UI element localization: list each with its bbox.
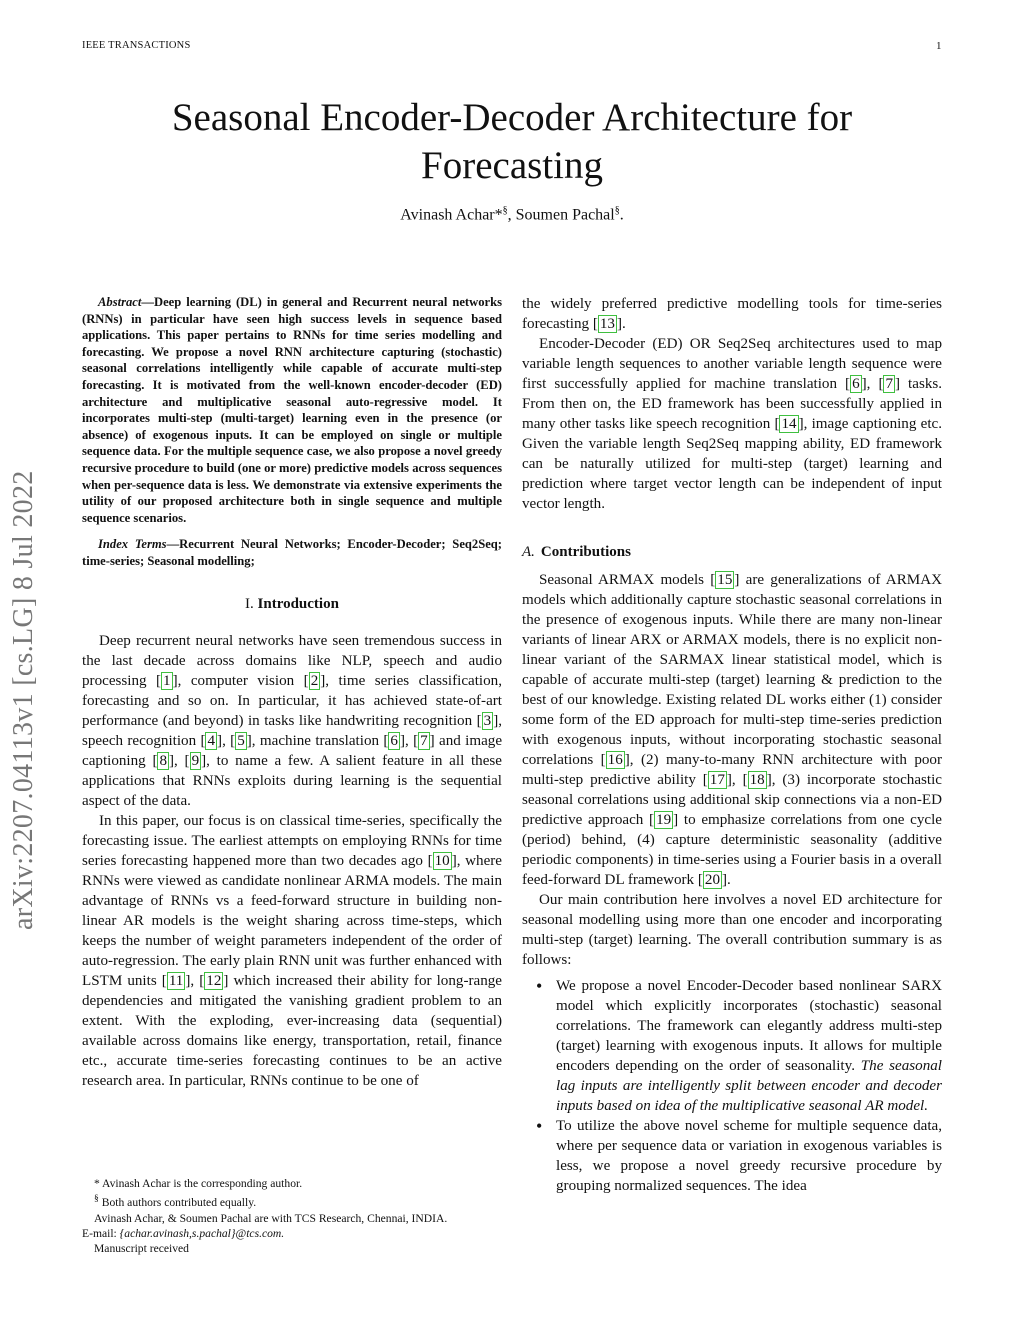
text-run: , (2) many-to-many RNN architecture with poor multi-step predictive ability: [522, 752, 942, 788]
arxiv-stamp: arXiv:2207.04113v1 [cs.LG] 8 Jul 2022: [8, 470, 39, 930]
text-run: , (3) incorporate stochastic seasonal correlations using additional skip connections via a non-ED predictive approach: [522, 772, 942, 828]
footnote-affiliation: Avinash Achar, & Soumen Pachal are with TCS Research, Chennai, INDIA.: [94, 1211, 448, 1225]
text-run: the widely preferred predictive modelling tools for time-series forecasting: [522, 296, 942, 332]
citation-link[interactable]: 3: [483, 712, 492, 729]
text-run: .: [727, 872, 731, 888]
text-run: Seasonal ARMAX models: [539, 572, 711, 588]
text-run: ,: [174, 752, 185, 769]
abstract: [82, 294, 502, 570]
text-run: Deep recurrent neural networks have seen tremendous success in the last decade across domains like NLP, speech and audio processing: [82, 632, 502, 689]
citation-link[interactable]: 20: [704, 872, 720, 888]
email-link[interactable]: {achar.avinash,s.pachal}@tcs.com.: [119, 1227, 285, 1241]
citation-link[interactable]: 7: [885, 376, 894, 392]
citation-link[interactable]: 7: [420, 732, 428, 749]
index-terms: [82, 536, 502, 569]
author-list: [82, 205, 942, 224]
text-run: ,: [404, 732, 414, 749]
citation-link[interactable]: 4: [207, 732, 216, 749]
citation-link[interactable]: 2: [310, 672, 319, 689]
author-1: Avinash Achar*: [400, 206, 503, 224]
right-paragraph-2: Encoder-Decoder (ED) OR Seq2Seq architectures used to map variable length sequences to another variable length sequence were first successfully applied for machine translation [ 6 ], [ 7 ] tasks. From then on, the ED framework has been successfully applied in many other tasks like speech recognition [ 14 ], image captioning etc. Given the variable length Seq2Seq mapping ability, ED framework can be naturally utilized for multi-step (target) learning and prediction where target vector length can be independent of input vector length.: [522, 336, 943, 512]
running-head: IEEE TRANSACTIONS: [82, 40, 191, 51]
footnote-mark: §: [94, 1193, 99, 1205]
footnote-corresponding: * Avinash Achar is the corresponding author.: [94, 1177, 303, 1190]
text-run: ,: [731, 772, 743, 788]
citation-link[interactable]: 18: [749, 772, 765, 788]
abstract-lead: Abstract: [98, 295, 142, 309]
author-1-mark: §: [502, 205, 508, 216]
footnotes: [82, 1176, 502, 1257]
right-paragraph-1: the widely preferred predictive modelling tools for time-series forecasting [ 13 ].: [522, 296, 942, 332]
citation-link[interactable]: 5: [237, 732, 245, 749]
left-column: [82, 294, 502, 1091]
footnote-equal-contribution: [82, 1191, 502, 1210]
title-line-2: Forecasting: [421, 144, 603, 187]
text-run: , computer vision: [177, 672, 304, 689]
subsection-heading-contributions: [522, 544, 942, 561]
emphasis-text: The seasonal lag inputs are intelligently split between encoder and decoder inputs based on idea of the multiplicative seasonal AR model.: [556, 1058, 942, 1114]
citation-link[interactable]: 6: [390, 732, 398, 749]
citation-link[interactable]: 12: [206, 972, 222, 989]
text-run: , machine translation: [251, 732, 384, 749]
right-paragraph-4: Our main contribution here involves a novel ED architecture for seasonal modelling using more than one encoder and incorporating multi-step (target) learning. The overall contribution summary is as follows:: [522, 892, 942, 968]
text-run: , time series classification, forecasting and so on. In particular, it has achieved state-of-art performance (and beyond) in tasks like handwriting recognition: [82, 672, 502, 729]
title-line-1: Seasonal Encoder-Decoder Architecture for: [171, 96, 853, 139]
citation-link[interactable]: 19: [656, 812, 672, 828]
text-run: Encoder-Decoder (ED) OR Seq2Seq architectures used to map variable length sequences to another variable length sequence were first successfully applied for machine translation: [522, 336, 942, 392]
citation-link[interactable]: 16: [607, 752, 623, 768]
citation-link[interactable]: 8: [159, 752, 168, 769]
abstract-text: [82, 294, 502, 526]
citation-link[interactable]: 13: [599, 316, 615, 332]
text-run: , to name a few. A salient feature in all these applications that RNNs exploits during learning is the sequential aspect of the data.: [82, 752, 503, 809]
author-separator: ,: [507, 206, 516, 224]
text-run: Both authors contributed equally.: [98, 1196, 257, 1210]
text-run: to emphasize correlations from one cycle (period) behind, (4) capture deterministic seasonality (additive periodic components) in time-series using a Fourier basis in a overall feed-forward DL framework: [522, 812, 942, 888]
author-2-mark: §: [614, 205, 620, 216]
text-run: E-mail:: [82, 1227, 120, 1241]
text-run: , speech recognition: [82, 712, 502, 749]
text-run: ,: [222, 732, 231, 749]
list-item: [556, 976, 942, 1116]
right-column: [522, 294, 942, 1196]
intro-paragraph-2: In this paper, our focus is on classical time-series, specifically the forecasting issue. The earliest attempts on employing RNNs for time series forecasting happened more than two decades ago [ 10 ], where RNNs were viewed as candidate nonlinear ARMA models. The main advantage of RNNs vs a feed-forward structure in building non-linear AR models is the weight sharing across time-steps, which keeps the number of weight parameters independent of the order of auto-regression. The early plain RNN unit was further enhanced with LSTM units [ 11 ], [ 12 ] which increased their ability for long-range dependencies and mitigated the vanishing gradient problem to an extent. With the exploding, ever-increasing data (sequential) available across domains like energy, transportation, retail, finance etc., accurate time-series forecasting continues to be an active research area. In particular, RNNs continue to be one of: [82, 812, 503, 1089]
intro-paragraph-1: Deep recurrent neural networks have seen tremendous success in the last decade across domains like NLP, speech and audio processing [ 1 ], computer vision [ 2 ], time series classification, forecasting and so on. In particular, it has achieved state-of-art performance (and beyond) in tasks like handwriting recognition [ 3 ], speech recognition [ 4 ], [ 5 ], machine translation [ 6 ], [ 7 ] and image captioning [ 8 ], [ 9 ], to name a few. A salient feature in all these applications that RNNs exploits during learning is the sequential aspect of the data.: [82, 632, 503, 809]
citation-link[interactable]: 10: [434, 852, 450, 869]
page-number: 1: [936, 40, 942, 52]
subsection-label: A.: [522, 544, 535, 560]
citation-link[interactable]: 14: [781, 416, 797, 432]
paper-title: [82, 94, 942, 190]
citation-link[interactable]: 9: [191, 752, 200, 769]
section-title: Introduction: [257, 595, 339, 612]
right-paragraph-3: Seasonal ARMAX models [ 15 ] are generalizations of ARMAX models which additionally capture stochastic seasonal correlations in the presence of exogenous inputs. While there are many non-linear variants of linear ARX or ARMAX models, there is no explicit non-linear variant of the SARMAX linear statistical model, which is capable of accurate multi-step (target) learning & prediction to the best of our knowledge. Existing related DL works either (1) consider some form of the ED approach for multi-step time-series prediction with exogenous inputs, without incorporating stochastic seasonal correlations [ 16 ], (2) many-to-many RNN architecture with poor multi-step predictive ability [ 17 ], [ 18 ], (3) incorporate stochastic seasonal correlations using additional skip connections via a non-ED predictive approach [ 19 ] to emphasize correlations from one cycle (period) behind, (4) capture deterministic seasonality (additive periodic components) in time-series using a Fourier basis in a overall feed-forward DL framework [ 20 ].: [522, 572, 942, 888]
text-run: ,: [190, 972, 200, 989]
text-run: ,: [866, 376, 879, 392]
contribution-list: [522, 976, 942, 1196]
citation-link[interactable]: 6: [852, 376, 860, 392]
text-run: In this paper, our focus is on classical time-series, specifically the forecasting issue. The earliest attempts on employing RNNs for time series forecasting happened more than two decades ago: [82, 812, 502, 869]
section-number: I.: [245, 595, 254, 612]
index-terms-body: —Recurrent Neural Networks; Encoder-Decoder; Seq2Seq; time-series; Seasonal modelling;: [82, 537, 502, 568]
author-2: Soumen Pachal: [515, 206, 615, 224]
citation-link[interactable]: 11: [168, 972, 184, 989]
text-run: .: [621, 316, 626, 332]
text-run: and image captioning: [82, 732, 503, 769]
citation-link[interactable]: 15: [717, 572, 733, 588]
index-terms-lead: Index Terms: [98, 537, 167, 552]
text-run: , where RNNs were viewed as candidate nonlinear ARMA models. The main advantage of RNNs vs a feed-forward structure in building non-linear AR models is the weight sharing across time-steps, which keeps the number of weight parameters independent of the order of auto-regression. The early plain RNN unit was further enhanced with LSTM units: [82, 852, 503, 989]
list-item: • To utilize the above novel scheme for multiple sequence data, where per sequence data or variation in exogenous variables is less, we propose a novel greedy recursive procedure by grouping normalized sequences. The idea: [556, 1116, 942, 1196]
footnote-email: [82, 1226, 502, 1241]
text-run: tasks. From then on, the ED framework has been successfully applied in many other tasks like speech recognition: [522, 376, 943, 432]
text-run: are generalizations of ARMAX models which additionally capture stochastic seasonal correlations in the presence of exogenous inputs. While there are many non-linear variants of linear ARX or ARMAX models, there is no explicit non-linear variant of the SARMAX linear statistical model, which is capable of accurate multi-step (target) learning & prediction to the best of our knowledge. Existing related DL works either (1) consider some form of the ED approach for multi-step time-series prediction with exogenous inputs, without incorporating stochastic seasonal correlations: [522, 572, 942, 768]
text-run: We propose a novel Encoder-Decoder based nonlinear SARX model which explicitly incorporates (stochastic) seasonal correlations. The framework can elegantly address multi-step (target) learning with exogenous inputs. It allows for multiple encoders depending on the order of seasonality.: [556, 978, 942, 1074]
footnote-manuscript: Manuscript received: [94, 1242, 189, 1256]
abstract-body: —Deep learning (DL) in general and Recurrent neural networks (RNNs) in particular have seen high success levels in sequence based applications. This paper pertains to RNNs for time series modelling and forecasting. We propose a novel RNN architecture capturing (stochastic) seasonal correlations intelligently while capable of accurate multi-step forecasting. It is motivated from the well-known encoder-decoder (ED) architecture and multiplicative seasonal auto-regressive model. It incorporates multi-step (multi-target) learning even in the presence (or absence) of exogenous inputs. It can be employed on single or multiple sequence data. For the multiple sequence case, we also propose a novel greedy recursive procedure to build (one or more) predictive models across sequences when per-sequence data is less. We demonstrate via extensive experiments the utility of our proposed architecture both in single sequence and multiple sequence scenarios.: [82, 295, 502, 525]
text-run: which increased their ability for long-range dependencies and mitigated the vanishing gradient problem to an extent. With the exploding, ever-increasing data (sequential) available across domains like energy, transportation, retail, finance etc., accurate time-series forecasting continues to be an active research area. In particular, RNNs continue to be one of: [82, 972, 502, 1089]
section-heading-introduction: [82, 596, 502, 613]
citation-link[interactable]: 17: [709, 772, 725, 788]
citation-link[interactable]: 1: [163, 672, 171, 689]
author-end: .: [619, 206, 624, 224]
text-run: , image captioning etc. Given the variable length Seq2Seq mapping ability, ED framework can be naturally utilized for multi-step (target) learning and prediction where target vector length can be independent of input vector length.: [522, 416, 942, 512]
subsection-title: Contributions: [540, 544, 631, 560]
